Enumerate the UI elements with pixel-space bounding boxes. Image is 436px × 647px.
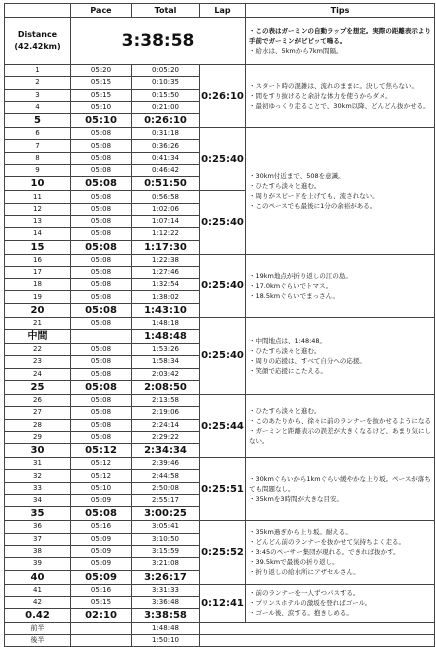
pace-cell: 05:08 (71, 303, 132, 317)
total-cell: 3:10:50 (132, 533, 200, 545)
split-row (5, 584, 435, 596)
km-cell: 10 (5, 177, 71, 191)
pace-cell: 05:09 (71, 545, 132, 557)
tip-line: ・19km地点が折り返しの江の島。 (249, 271, 352, 280)
km-cell: 36 (5, 521, 71, 533)
total-cell: 0:15:50 (132, 89, 200, 101)
km-cell: 23 (5, 356, 71, 368)
tip-line: ・ゴール後、涙する。抱きしめる。 (249, 609, 353, 618)
tips-cell (246, 521, 435, 584)
header-row (5, 4, 435, 18)
km-cell: 5 (5, 114, 71, 128)
pace-cell: 05:08 (71, 407, 132, 419)
pace-cell: 02:10 (71, 609, 132, 623)
km-cell: 6 (5, 128, 71, 140)
total-cell: 2:29:22 (132, 431, 200, 443)
tip-line: ・中間地点は、1:48:48。 (249, 336, 327, 345)
pace-cell: 05:08 (71, 254, 132, 266)
summary-empty-cell (200, 635, 435, 647)
pace-cell: 05:10 (71, 101, 132, 113)
km-cell: 8 (5, 152, 71, 164)
km-cell: 24 (5, 368, 71, 380)
km-cell: 42 (5, 596, 71, 608)
pace-cell: 05:08 (71, 240, 132, 254)
tip-line: ・30kmぐらいから1kmぐらい緩やかな上り坂。ペースが落ちても問題なし。 (249, 475, 431, 494)
tip-line: ・17.0kmぐらいでトマス。 (249, 281, 333, 290)
total-cell: 2:08:50 (132, 380, 200, 394)
total-cell: 0:41:34 (132, 152, 200, 164)
total-cell: 0:05:20 (132, 65, 200, 77)
km-cell: 2 (5, 77, 71, 89)
km-cell: 9 (5, 165, 71, 177)
split-row (5, 521, 435, 533)
tips-cell (246, 584, 435, 623)
total-cell: 1:38:02 (132, 291, 200, 303)
tips-cell (246, 394, 435, 457)
km-cell: 39 (5, 558, 71, 570)
total-cell: 0:46:42 (132, 165, 200, 177)
km-cell: 32 (5, 470, 71, 482)
km-cell: 40 (5, 570, 71, 584)
pace-cell: 05:08 (71, 368, 132, 380)
tips-cell (246, 458, 435, 521)
km-cell: 26 (5, 394, 71, 406)
total-cell: 1:27:46 (132, 266, 200, 278)
km-cell: 11 (5, 191, 71, 203)
km-cell: 22 (5, 344, 71, 356)
total-cell: 1:48:48 (132, 330, 200, 344)
tip-line: ・どんどん前のランナーを抜かせて気持ちよく走る。 (249, 538, 405, 547)
pace-cell: 05:08 (71, 279, 132, 291)
total-cell: 1:58:34 (132, 356, 200, 368)
km-cell: 28 (5, 419, 71, 431)
pace-cell: 05:08 (71, 380, 132, 394)
tip-line: ・ひたすら淡々と進む。 (249, 346, 321, 355)
km-cell: 15 (5, 240, 71, 254)
pace-cell: 05:15 (71, 77, 132, 89)
lap-time-cell: 0:25:40 (200, 191, 246, 254)
goal-time: 3:38:58 (71, 18, 246, 65)
pace-cell: 05:12 (71, 458, 132, 470)
tip-line: ・39.5kmで最後の折り返し。 (249, 558, 339, 567)
pace-cell: 05:08 (71, 215, 132, 227)
pace-cell: 05:08 (71, 356, 132, 368)
total-cell: 3:05:41 (132, 521, 200, 533)
total-cell: 2:50:08 (132, 482, 200, 494)
lap-time-cell: 0:25:40 (200, 128, 246, 191)
total-cell: 1:32:54 (132, 279, 200, 291)
lap-time-cell: 0:26:10 (200, 65, 246, 128)
km-cell: 25 (5, 380, 71, 394)
km-cell: 20 (5, 303, 71, 317)
pace-cell: 05:09 (71, 570, 132, 584)
km-cell: 35 (5, 507, 71, 521)
pace-cell: 05:08 (71, 140, 132, 152)
tip-line: ・30km付近まで、508を意識。 (249, 171, 345, 180)
total-cell: 0:36:26 (132, 140, 200, 152)
total-cell: 1:22:38 (132, 254, 200, 266)
split-row (5, 65, 435, 77)
header-total: Total (132, 4, 200, 18)
km-cell: 後半 (5, 635, 71, 647)
tip-line: ・このあたりから、徐々に前のランナーを抜かせるようになる (249, 417, 431, 426)
pace-cell (71, 623, 132, 635)
km-cell: 38 (5, 545, 71, 557)
total-cell: 2:13:58 (132, 394, 200, 406)
lap-time-cell: 0:12:41 (200, 584, 246, 623)
total-cell: 0:21:00 (132, 101, 200, 113)
pace-cell: 05:08 (71, 152, 132, 164)
pace-cell: 05:08 (71, 165, 132, 177)
km-cell: 0.42 (5, 609, 71, 623)
km-cell: 37 (5, 533, 71, 545)
split-row (5, 254, 435, 266)
pace-cell: 05:12 (71, 444, 132, 458)
total-cell: 1:07:14 (132, 215, 200, 227)
total-cell: 3:31:33 (132, 584, 200, 596)
total-cell: 1:48:18 (132, 317, 200, 329)
pace-cell: 05:09 (71, 495, 132, 507)
split-row (5, 394, 435, 406)
split-row (5, 458, 435, 470)
pace-cell: 05:08 (71, 317, 132, 329)
total-cell: 3:21:08 (132, 558, 200, 570)
total-cell: 1:02:06 (132, 203, 200, 215)
km-cell: 29 (5, 431, 71, 443)
total-cell: 1:50:10 (132, 635, 200, 647)
km-cell: 14 (5, 228, 71, 240)
tip-line: ・ひたすら淡々と進む。 (249, 181, 321, 190)
km-cell: 30 (5, 444, 71, 458)
top-tips (246, 18, 435, 65)
tip-line: ・18.5kmぐらいでまっさん。 (249, 291, 339, 300)
pace-cell: 05:15 (71, 596, 132, 608)
pace-cell: 05:08 (71, 266, 132, 278)
tips-cell (246, 254, 435, 317)
header-tips: Tips (246, 4, 435, 18)
summary-row (5, 635, 435, 647)
km-cell: 前半 (5, 623, 71, 635)
pace-cell: 05:08 (71, 203, 132, 215)
pace-cell: 05:08 (71, 394, 132, 406)
header-pace: Pace (71, 4, 132, 18)
pace-cell: 05:08 (71, 344, 132, 356)
km-cell: 19 (5, 291, 71, 303)
total-cell: 3:15:59 (132, 545, 200, 557)
pace-cell: 05:16 (71, 521, 132, 533)
lap-time-cell: 0:25:51 (200, 458, 246, 521)
total-cell: 1:12:22 (132, 228, 200, 240)
pace-cell: 05:10 (71, 114, 132, 128)
total-cell: 2:55:17 (132, 495, 200, 507)
header-distance (5, 4, 71, 18)
tip-line: ・ひたすら淡々と進む。 (249, 407, 321, 416)
pace-cell: 05:08 (71, 507, 132, 521)
pace-cell: 05:12 (71, 470, 132, 482)
distance-label (5, 18, 71, 65)
tips-cell (246, 65, 435, 128)
total-cell: 2:19:06 (132, 407, 200, 419)
split-row (5, 128, 435, 140)
km-cell: 3 (5, 89, 71, 101)
pace-cell: 05:10 (71, 482, 132, 494)
pace-cell: 05:08 (71, 228, 132, 240)
top-tip: ・給水は、5kmから7km間隔。 (249, 47, 343, 55)
total-cell: 1:17:30 (132, 240, 200, 254)
total-cell: 3:26:17 (132, 570, 200, 584)
top-tip: ・この表はガーミンの自動ラップを想定。実際の距離表示より手前でガーミンがピピッて鳴る。 (249, 27, 431, 45)
pace-cell: 05:08 (71, 128, 132, 140)
lap-time-cell: 0:25:40 (200, 317, 246, 394)
km-cell: 21 (5, 317, 71, 329)
total-cell: 0:10:35 (132, 77, 200, 89)
total-cell: 0:51:50 (132, 177, 200, 191)
total-cell: 2:34:34 (132, 444, 200, 458)
tip-line: ・ガーミンと距離表示の誤差が大きくなるけど、あまり気にしない。 (249, 427, 431, 446)
goal-row (5, 18, 435, 65)
km-cell: 7 (5, 140, 71, 152)
km-cell: 13 (5, 215, 71, 227)
total-cell: 1:48:48 (132, 623, 200, 635)
total-cell: 1:43:10 (132, 303, 200, 317)
tip-line: ・スタート時の混雑は、流れのままに。決して焦らない。 (249, 82, 418, 91)
total-cell: 2:44:58 (132, 470, 200, 482)
tip-line: ・3:45のペーサー集団が現れる。できれば抜かす。 (249, 548, 400, 557)
tip-line: ・周りの応援は、すべて自分への応援。 (249, 356, 366, 365)
km-cell: 1 (5, 65, 71, 77)
lap-time-cell: 0:25:52 (200, 521, 246, 584)
tips-cell (246, 317, 435, 394)
tips-cell (246, 128, 435, 254)
tip-line: ・周りがスピードを上げても、流されない。 (249, 191, 379, 200)
tip-line: ・35kmを3時間が大きな目安。 (249, 495, 344, 504)
km-cell: 18 (5, 279, 71, 291)
total-cell: 3:36:48 (132, 596, 200, 608)
km-cell: 16 (5, 254, 71, 266)
pace-cell: 05:15 (71, 89, 132, 101)
total-cell: 1:53:26 (132, 344, 200, 356)
km-cell: 27 (5, 407, 71, 419)
pace-cell: 05:08 (71, 191, 132, 203)
tip-line: ・笑顔で応援にこたえる。 (249, 366, 327, 375)
total-cell: 2:24:14 (132, 419, 200, 431)
lap-time-cell: 0:25:40 (200, 254, 246, 317)
total-cell: 0:26:10 (132, 114, 200, 128)
pace-table (4, 3, 435, 647)
pace-cell: 05:08 (71, 431, 132, 443)
km-cell: 中間 (5, 330, 71, 344)
tip-line: ・間をすり抜けると余計な体力を使うからダメ。 (249, 92, 392, 101)
total-cell: 2:03:42 (132, 368, 200, 380)
pace-cell: 05:09 (71, 558, 132, 570)
km-cell: 4 (5, 101, 71, 113)
km-cell: 12 (5, 203, 71, 215)
pace-cell: 05:09 (71, 533, 132, 545)
tip-line: ・前のランナーを一人ずつパスする。 (249, 589, 360, 598)
summary-empty-cell (200, 623, 435, 635)
pace-cell: 05:08 (71, 291, 132, 303)
split-row (5, 317, 435, 329)
total-cell: 0:31:18 (132, 128, 200, 140)
total-cell: 3:00:25 (132, 507, 200, 521)
distance-label-line2: (42.42km) (14, 42, 61, 51)
tip-line: ・このペースでも最後に1分の余裕がある。 (249, 201, 377, 210)
km-cell: 41 (5, 584, 71, 596)
km-cell: 17 (5, 266, 71, 278)
tip-line: ・折り返しの給水所にアザセルさん。 (249, 568, 360, 577)
pace-cell: 05:08 (71, 419, 132, 431)
pace-cell: 05:08 (71, 177, 132, 191)
tip-line: ・最初ゆっくり走ることで、30km以降、どんどん抜かせる。 (249, 102, 430, 111)
distance-label-line1: Distance (17, 30, 58, 39)
tip-line: ・35km過ぎから上り坂。耐える。 (249, 528, 352, 537)
total-cell: 3:38:58 (132, 609, 200, 623)
km-cell: 33 (5, 482, 71, 494)
pace-cell: 05:20 (71, 65, 132, 77)
lap-time-cell: 0:25:44 (200, 394, 246, 457)
pace-cell (71, 635, 132, 647)
total-cell: 2:39:46 (132, 458, 200, 470)
total-cell: 0:56:58 (132, 191, 200, 203)
header-lap: Lap (200, 4, 246, 18)
km-cell: 31 (5, 458, 71, 470)
tip-line: ・プリンスホテルの激坂を登ればゴール。 (249, 599, 372, 608)
pace-cell: 05:16 (71, 584, 132, 596)
km-cell: 34 (5, 495, 71, 507)
summary-row (5, 623, 435, 635)
pace-cell (71, 330, 132, 344)
